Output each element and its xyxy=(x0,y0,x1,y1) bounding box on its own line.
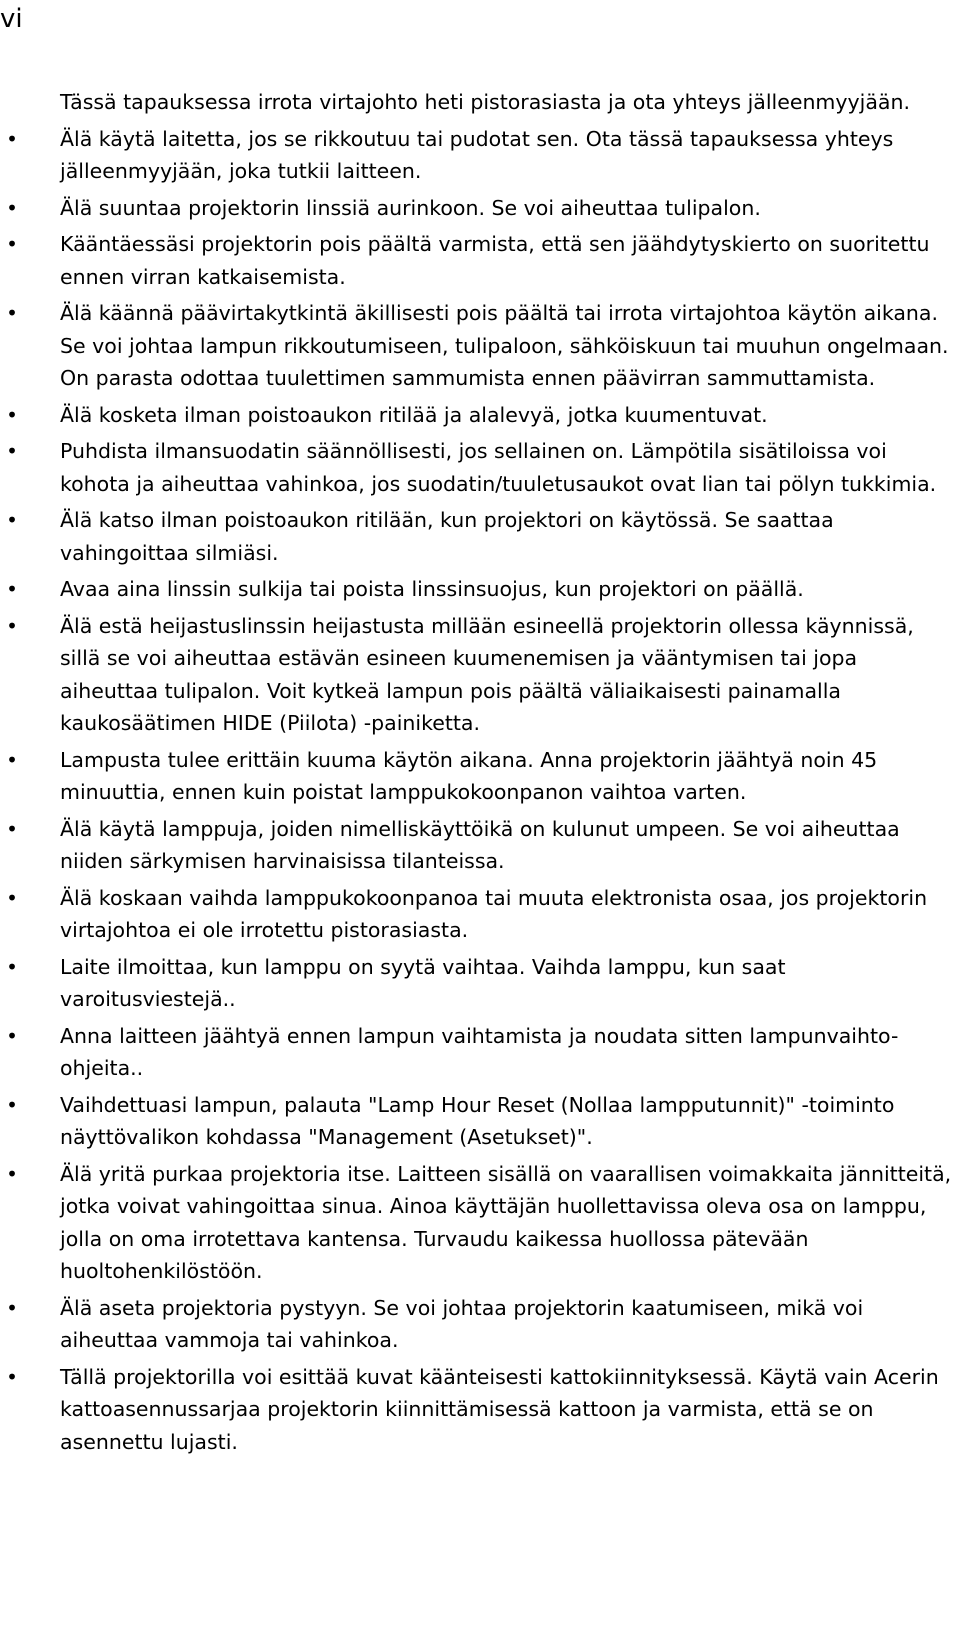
list-item-text: Älä suuntaa projektorin linssiä aurinkoon. Se voi aiheuttaa tulipalon. xyxy=(60,195,761,220)
bullet-icon: • xyxy=(6,816,18,841)
list-item-text: Vaihdettuasi lampun, palauta "Lamp Hour Reset (Nollaa lampputunnit)" -toiminto näyttövalikon kohdassa "Management (Asetukset)". xyxy=(60,1092,895,1149)
list-item xyxy=(0,573,960,606)
list-item xyxy=(0,1020,960,1085)
list-item-text: Kääntäessäsi projektorin pois päältä varmista, että sen jäähdytyskierto on suoritettu ennen virran katkaisemista. xyxy=(60,232,930,289)
bullet-icon: • xyxy=(6,747,18,772)
list-item-text: Älä kosketa ilman poistoaukon ritilää ja alalevyä, jotka kuumentuvat. xyxy=(60,402,768,427)
bullet-icon: • xyxy=(6,885,18,910)
bullet-icon: • xyxy=(6,439,18,463)
list-item xyxy=(0,435,960,500)
list-item xyxy=(0,504,960,569)
list-item xyxy=(0,399,960,432)
bullet-icon: • xyxy=(6,1161,18,1186)
list-item xyxy=(0,228,960,293)
list-item xyxy=(0,1361,960,1459)
bullet-icon: • xyxy=(6,1092,18,1117)
list-item xyxy=(0,297,960,395)
bullet-icon: • xyxy=(6,1023,18,1048)
list-item xyxy=(0,1292,960,1357)
list-item xyxy=(0,123,960,188)
list-item-text: Anna laitteen jäähtyä ennen lampun vaihtamista ja noudata sitten lampunvaihto-ohjeita.. xyxy=(60,1023,899,1080)
list-item-text: Laite ilmoittaa, kun lamppu on syytä vaihtaa. Vaihda lamppu, kun saat varoitusviestejä.. xyxy=(60,954,786,1011)
list-item-text: Älä yritä purkaa projektoria itse. Laitteen sisällä on vaarallisen voimakkaita jännitteitä, jotka voivat vahingoittaa sinua. Ainoa käyttäjän huollettavissa oleva osa on lamppu, jolla on oma irrotettava kantensa. Turvaudu kaikessa huollossa pätevään huoltohenkilöstöön. xyxy=(60,1161,952,1283)
bullet-icon: • xyxy=(6,195,18,220)
page-number: vi xyxy=(0,4,23,34)
list-item-text: Älä koskaan vaihda lamppukokoonpanoa tai muuta elektronista osaa, jos projektorin virtajohtoa ei ole irrotettu pistorasiasta. xyxy=(60,885,928,942)
list-item-text: Älä käytä laitetta, jos se rikkoutuu tai pudotat sen. Ota tässä tapauksessa yhteys jälleenmyyjään, joka tutkii laitteen. xyxy=(60,126,894,183)
list-item-text: Älä käännä päävirtakytkintä äkillisesti pois päältä tai irrota virtajohtoa käytön aikana. Se voi johtaa lampun rikkoutumiseen, tulipaloon, sähköiskuun tai muuhun ongelmaan. On parasta odottaa tuulettimen sammumista ennen päävirran sammuttamista. xyxy=(60,301,949,390)
list-item xyxy=(0,1158,960,1288)
bullet-icon: • xyxy=(6,954,18,979)
list-item-text: Tällä projektorilla voi esittää kuvat käänteisesti kattokiinnityksessä. Käytä vain Acerin kattoasennussarjaa projektorin kiinnittämisessä kattoon ja varmista, että se on asennettu lujasti. xyxy=(60,1364,939,1454)
bullet-list xyxy=(0,123,960,1459)
list-item xyxy=(0,1089,960,1154)
list-item-text: Puhdista ilmansuodatin säännöllisesti, jos sellainen on. Lämpötila sisätiloissa voi kohota ja aiheuttaa vahinkoa, jos suodatin/tuuletusaukot ovat lian tai pölyn tukkimia. xyxy=(60,439,937,496)
list-item xyxy=(0,744,960,809)
list-item xyxy=(0,882,960,947)
bullet-icon: • xyxy=(6,402,18,427)
lead-paragraph: Tässä tapauksessa irrota virtajohto heti pistorasiasta ja ota yhteys jälleenmyyjään. xyxy=(60,90,910,114)
list-item-text: Avaa aina linssin sulkija tai poista linssinsuojus, kun projektori on päällä. xyxy=(60,577,804,601)
list-item-text: Älä katso ilman poistoaukon ritilään, kun projektori on käytössä. Se saattaa vahingoittaa silmiäsi. xyxy=(60,508,834,565)
bullet-icon: • xyxy=(6,232,18,256)
bullet-icon: • xyxy=(6,126,18,151)
list-item xyxy=(0,813,960,878)
bullet-icon: • xyxy=(6,1364,18,1389)
bullet-icon: • xyxy=(6,301,18,325)
list-item-text: Älä aseta projektoria pystyyn. Se voi johtaa projektorin kaatumiseen, mikä voi aiheuttaa vammoja tai vahinkoa. xyxy=(60,1295,864,1352)
bullet-icon: • xyxy=(6,1295,18,1320)
list-item-text: Älä käytä lamppuja, joiden nimelliskäyttöikä on kulunut umpeen. Se voi aiheuttaa niiden särkymisen harvinaisissa tilanteissa. xyxy=(60,816,900,873)
safety-instructions xyxy=(0,86,960,1462)
bullet-icon: • xyxy=(6,613,18,638)
bullet-icon: • xyxy=(6,577,18,601)
list-item-text: Älä estä heijastuslinssin heijastusta millään esineellä projektorin ollessa käynnissä, sillä se voi aiheuttaa estävän esineen kuumenemisen ja vääntymisen tai jopa aiheuttaa tulipalon. Voit kytkeä lampun pois päältä väliaikaisesti painamalla kaukosäätimen HIDE (Piilota) -painiketta. xyxy=(60,613,914,735)
list-item xyxy=(0,951,960,1016)
bullet-icon: • xyxy=(6,508,18,532)
list-item xyxy=(0,192,960,225)
list-item xyxy=(0,610,960,740)
list-item-text: Lampusta tulee erittäin kuuma käytön aikana. Anna projektorin jäähtyä noin 45 minuuttia, ennen kuin poistat lamppukokoonpanon vaihtoa varten. xyxy=(60,747,878,804)
